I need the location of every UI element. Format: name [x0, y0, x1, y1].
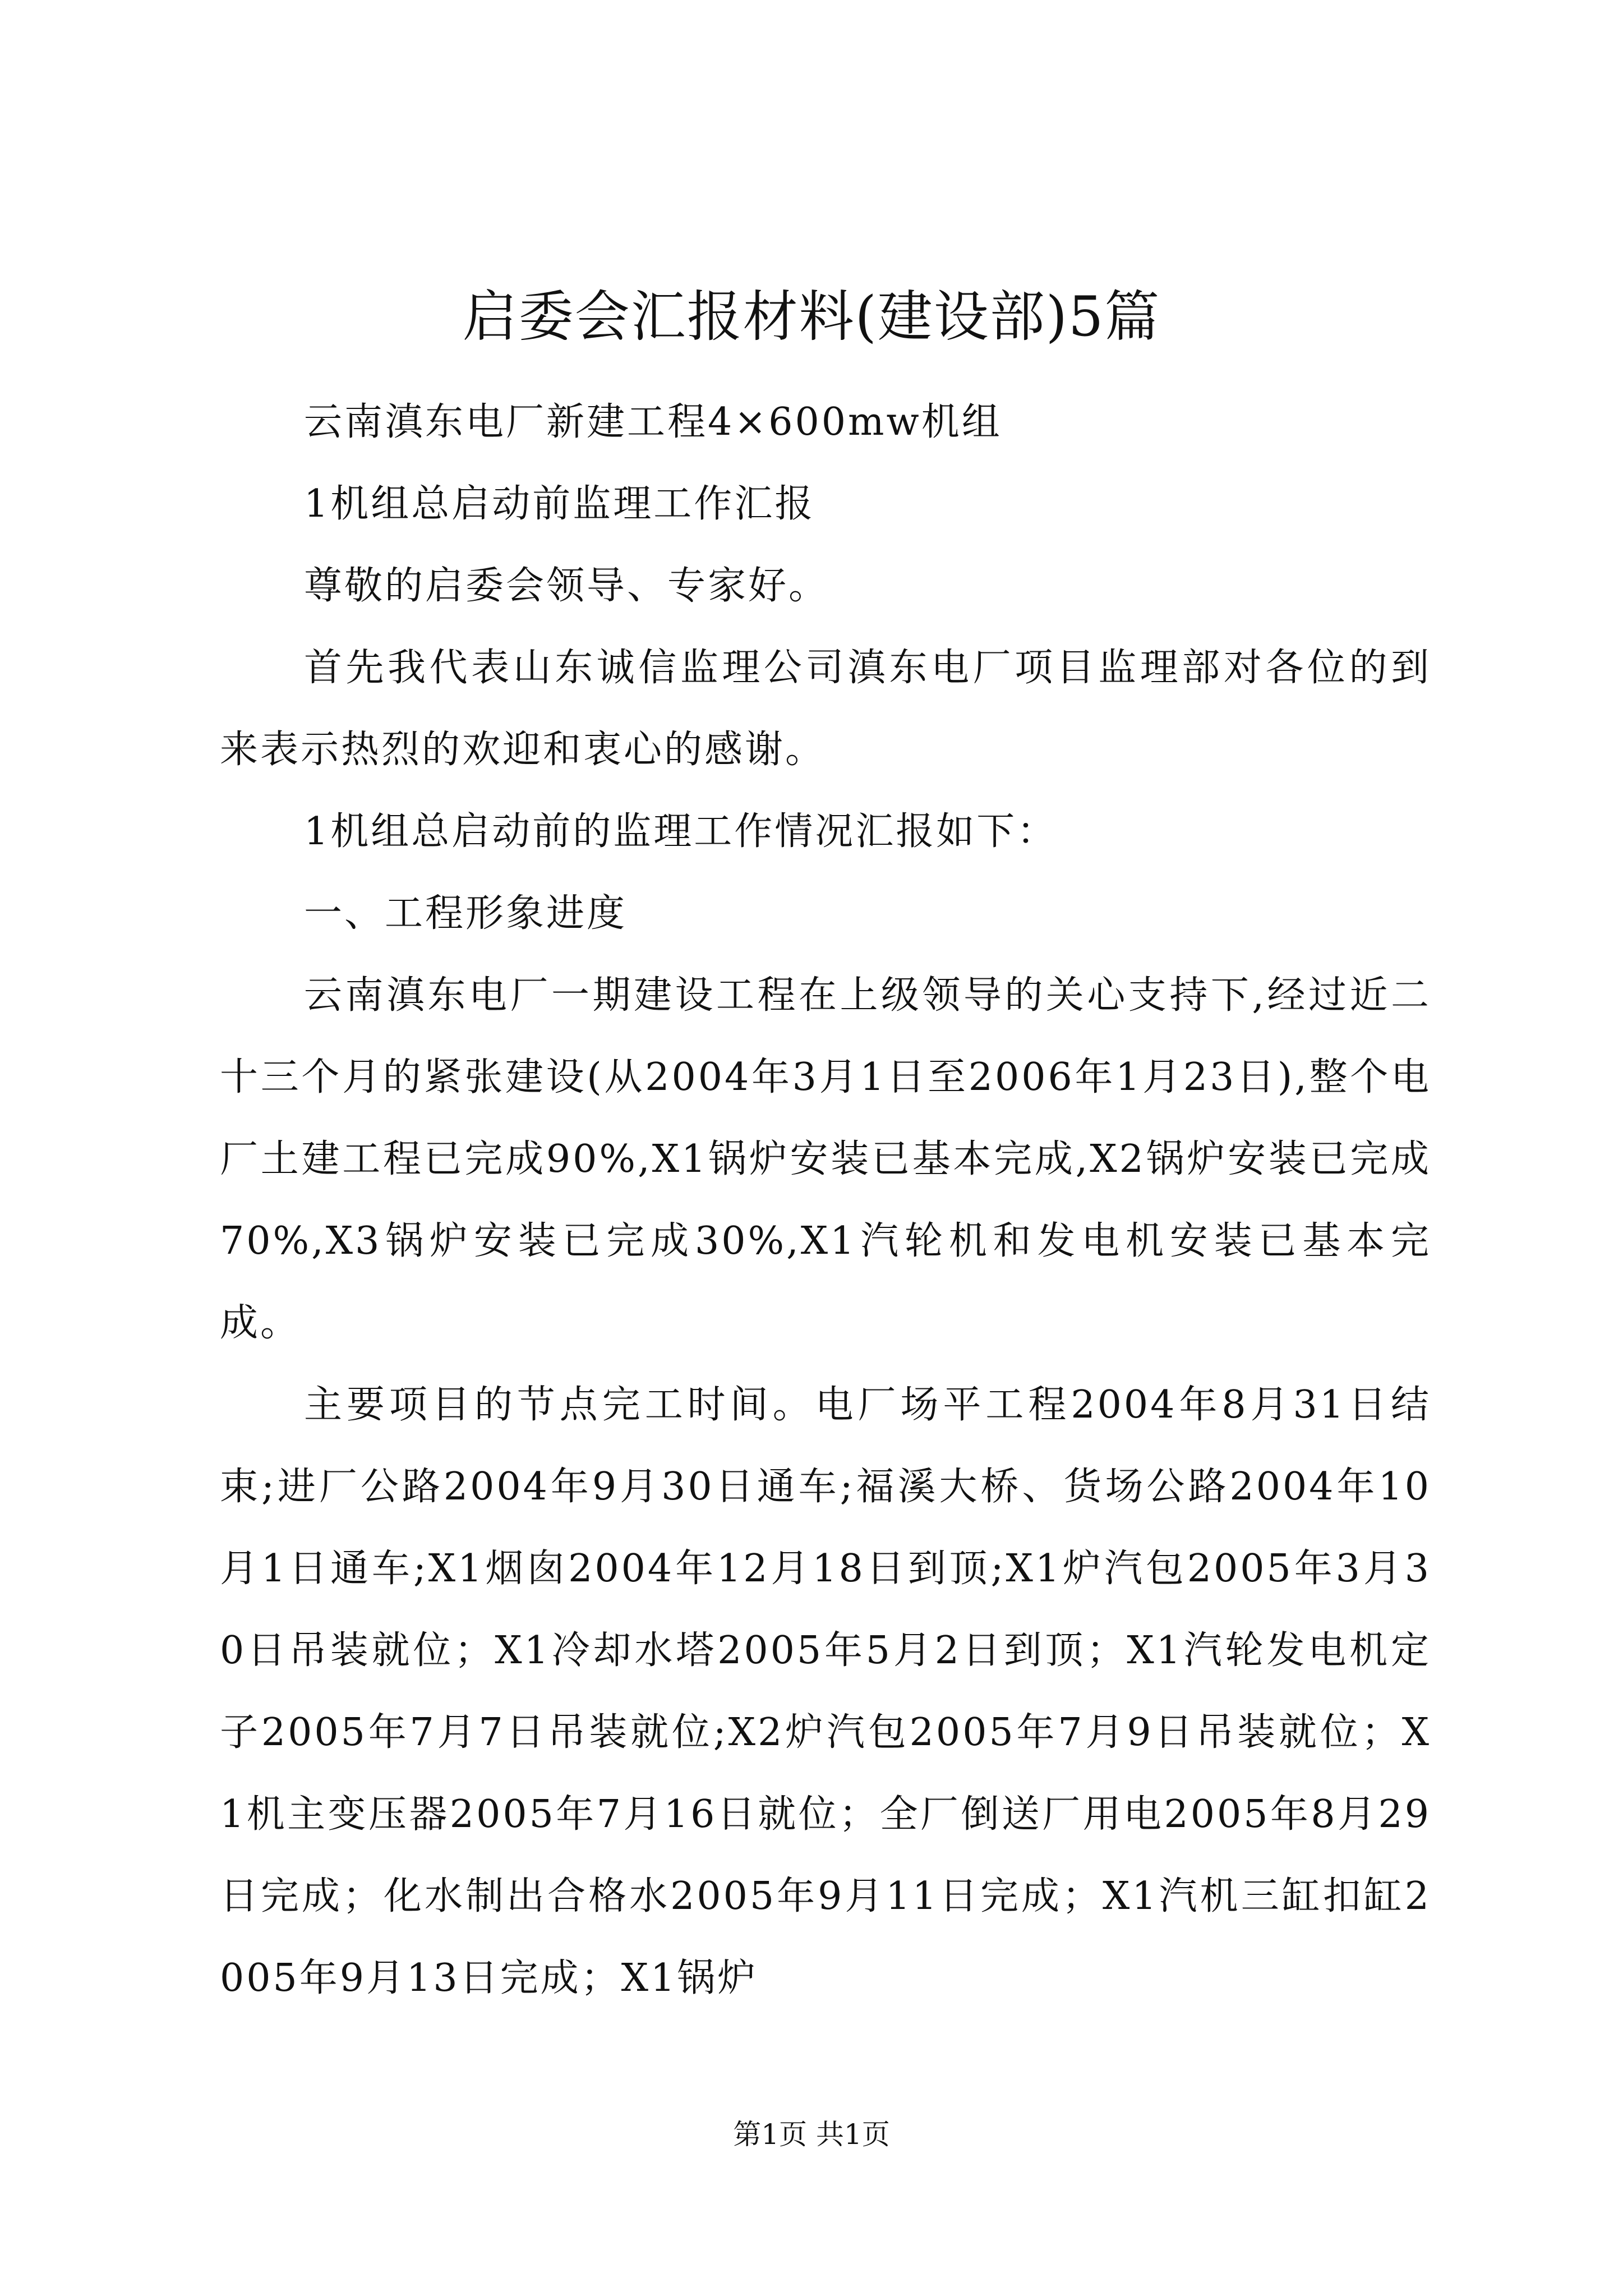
paragraph: 云南滇东电厂新建工程4×600mw机组	[304, 400, 1002, 444]
paragraph: 首先我代表山东诚信监理公司滇东电厂项目监理部对各位的到来表示热烈的欢迎和衷心的感谢。	[220, 646, 1431, 772]
paragraph: 云南滇东电厂一期建设工程在上级领导的关心支持下,经过近二十三个月的紧张建设(从2004年3月1日至2006年1月23日),整个电厂土建工程已完成90%,X1锅炉安装已基本完成,X2锅炉安装已完成70%,X3锅炉安装已完成30%,X1汽轮机和发电机安装已基本完成。	[220, 973, 1431, 1345]
page-footer: 第1页 共1页	[733, 2118, 890, 2151]
document-title: 启委会汇报材料(建设部)5篇	[462, 285, 1161, 349]
document-body	[220, 381, 1431, 2019]
paragraph: 1机组总启动前监理工作汇报	[304, 482, 815, 526]
paragraph: 1机组总启动前的监理工作情况汇报如下：	[304, 809, 1058, 854]
paragraph: 一、工程形象进度	[304, 891, 628, 936]
paragraph: 主要项目的节点完工时间。电厂场平工程2004年8月31日结束;进厂公路2004年9月30日通车;福溪大桥、货场公路2004年10月1日通车;X1烟囱2004年12月18日到顶;X1炉汽包2005年3月30日吊装就位；X1冷却水塔2005年5月2日到顶；X1汽轮发电机定子2005年7月7日吊装就位;X2炉汽包2005年7月9日吊装就位；X1机主变压器2005年7月16日就位；全厂倒送厂用电2005年8月29日完成；化水制出合格水2005年9月11日完成；X1汽机三缸扣缸2005年9月13日完成；X1锅炉	[220, 1383, 1431, 2000]
paragraph: 尊敬的启委会领导、专家好。	[304, 564, 829, 608]
